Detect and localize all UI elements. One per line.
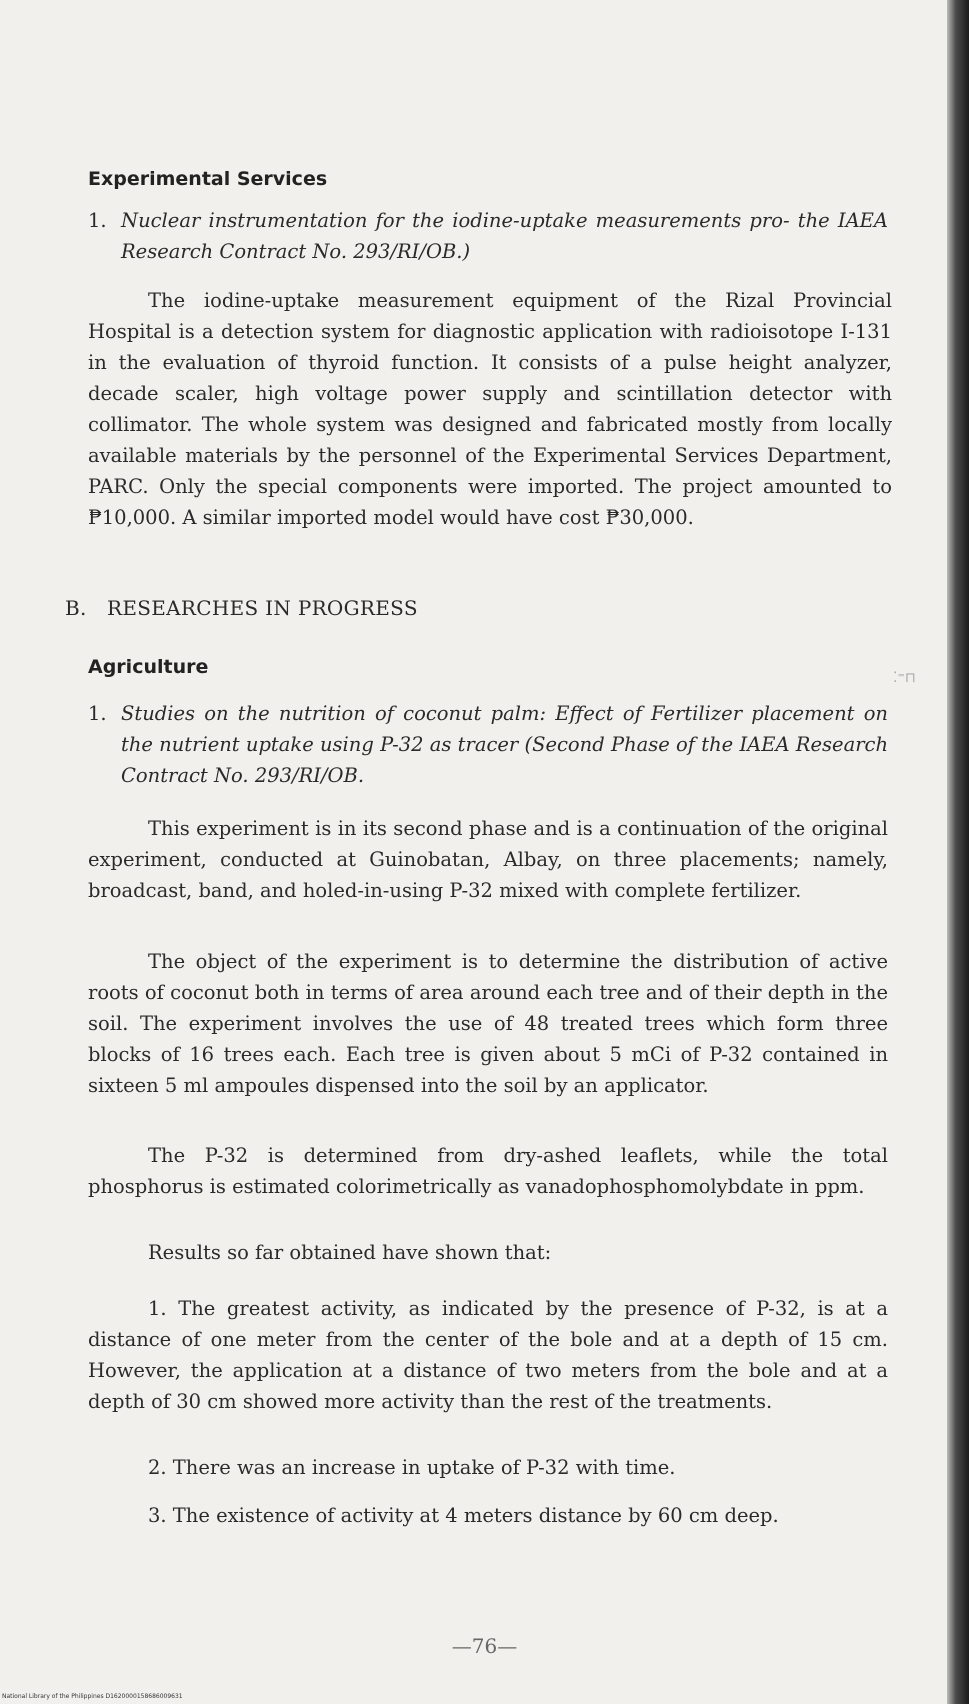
result-item-3: 3. The existence of activity at 4 meters distance by 60 cm deep. — [148, 1504, 779, 1527]
experimental-item-1 — [88, 205, 888, 267]
heading-agriculture: Agriculture — [88, 656, 209, 678]
section-b-heading — [65, 596, 418, 620]
agriculture-paragraph-1: This experiment is in its second phase and is a continuation of the original experiment, conducted at Guinobatan, Albay, on three placements; namely, broadcast, band, and holed-in-using P-32 mixed with complete fertilizer. — [88, 817, 888, 902]
page-number: —76— — [451, 1634, 518, 1658]
experimental-item-1-title: Nuclear instrumentation for the iodine-uptake measurements pro- the IAEA Research Contract No. 293/RI/OB.) — [121, 209, 888, 263]
heading-experimental-services: Experimental Services — [88, 168, 328, 190]
agriculture-item-1-title: Studies on the nutrition of coconut palm: Effect of Fertilizer placement on the nutrient uptake using P-32 as tracer (Second Phase of the IAEA Research Contract No. 293/RI/OB. — [121, 702, 888, 787]
agriculture-paragraph-2: The object of the experiment is to determine the distribution of active roots of coconut both in terms of area around each tree and of their depth in the soil. The experiment involves the use of 48 treated trees which form three blocks of 16 trees each. Each tree is given about 5 mCi of P-32 contained in sixteen 5 ml ampoules dispensed into the soil by an applicator. — [88, 950, 888, 1097]
result-item-2: 2. There was an increase in uptake of P-32 with time. — [148, 1456, 676, 1479]
margin-smudge-mark: ⁚⁼⊓ — [893, 670, 916, 686]
section-b-title: RESEARCHES IN PROGRESS — [107, 596, 418, 620]
agriculture-item-1-number: 1. — [88, 702, 107, 725]
agriculture-paragraph-4: Results so far obtained have shown that: — [148, 1241, 552, 1264]
scan-footer-credit: National Library of the Philippines D1620000158686009631 — [2, 1693, 183, 1700]
result-item-1: 1. The greatest activity, as indicated by the presence of P-32, is at a distance of one meter from the center of the bole and at a depth of 15 cm. However, the application at a distance of two meters from the bole and at a depth of 30 cm showed more activity than the rest of the treatments. — [88, 1297, 888, 1413]
experimental-item-1-number: 1. — [88, 209, 107, 232]
experimental-paragraph: The iodine-uptake measurement equipment of the Rizal Provincial Hospital is a detection system for diagnostic application with radioisotope I-131 in the evaluation of thyroid function. It consists of a pulse height analyzer, decade scaler, high voltage power supply and scintillation detector with collimator. The whole system was designed and fabricated mostly from locally available materials by the personnel of the Experimental Services Department, PARC. Only the special components were imported. The project amounted to ₱10,000. A similar imported model would have cost ₱30,000. — [88, 289, 892, 529]
agriculture-paragraph-3: The P-32 is determined from dry-ashed leaflets, while the total phosphorus is estimated colorimetrically as vanadophosphomolybdate in ppm. — [88, 1144, 888, 1198]
section-b-letter: B. — [65, 596, 87, 620]
page-edge-shadow — [947, 0, 969, 1704]
agriculture-item-1 — [88, 698, 888, 791]
